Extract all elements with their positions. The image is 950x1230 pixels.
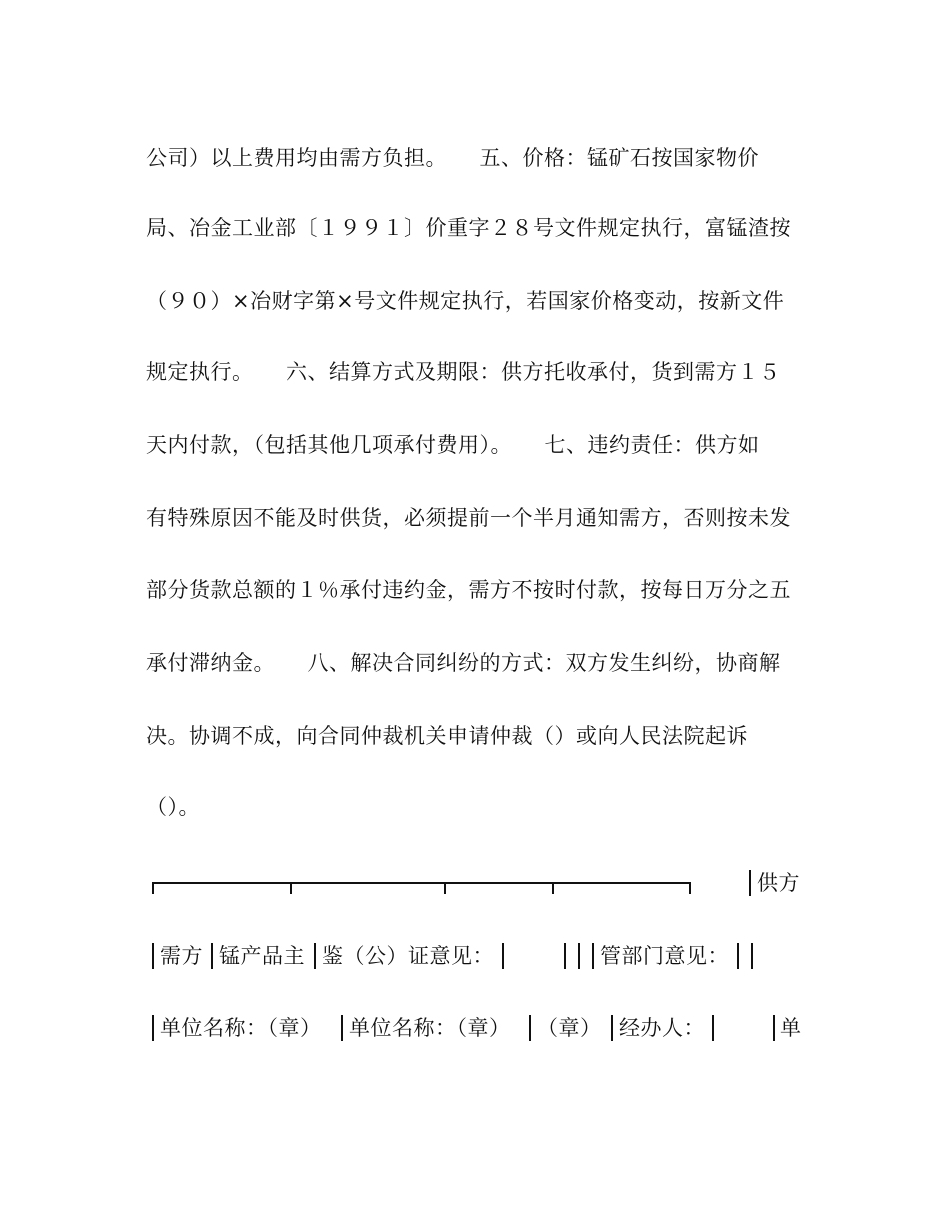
table-tick bbox=[152, 882, 154, 894]
table-divider bbox=[211, 943, 213, 969]
unit-name-2-label: 单位名称：（章） bbox=[349, 1016, 511, 1040]
table-divider bbox=[578, 943, 580, 969]
table-divider bbox=[611, 1015, 613, 1041]
body-line-9: 决。协调不成，向合同仲裁机关申请仲裁（）或向人民法院起诉 bbox=[146, 724, 748, 748]
unit-name-1-label: 单位名称：（章） bbox=[160, 1016, 322, 1040]
table-tick bbox=[444, 882, 446, 894]
body-line-2: 局、冶金工业部〔１９９１〕价重字２８号文件规定执行，富锰渣按 bbox=[146, 216, 791, 240]
table-divider bbox=[314, 943, 316, 969]
body-line-1: 公司）以上费用均由需方负担。 五、价格：锰矿石按国家物价 bbox=[146, 146, 759, 170]
table-divider bbox=[502, 943, 504, 969]
notary-opinion-label: 鉴（公）证意见： bbox=[322, 944, 494, 968]
table-divider bbox=[773, 1015, 775, 1041]
handler-label: 经办人： bbox=[619, 1016, 705, 1040]
table-divider bbox=[564, 943, 566, 969]
body-line-3: （９０）×冶财字第×号文件规定执行，若国家价格变动，按新文件 bbox=[146, 289, 785, 313]
table-divider bbox=[341, 1015, 343, 1041]
dept-opinion-label: 管部门意见： bbox=[600, 944, 729, 968]
seal-label: （章） bbox=[537, 1016, 602, 1040]
table-top-border bbox=[152, 882, 690, 884]
table-divider bbox=[749, 870, 751, 896]
table-divider bbox=[529, 1015, 531, 1041]
table-divider bbox=[592, 943, 594, 969]
table-divider bbox=[737, 943, 739, 969]
table-tick bbox=[290, 882, 292, 894]
table-tick bbox=[689, 882, 691, 894]
body-line-6: 有特殊原因不能及时供货，必须提前一个半月通知需方，否则按未发 bbox=[146, 506, 791, 530]
buyer-label: 需方 bbox=[160, 944, 203, 968]
supplier-label: 供方 bbox=[757, 871, 800, 895]
body-line-4: 规定执行。 六、结算方式及期限：供方托收承付，货到需方１５ bbox=[146, 360, 781, 384]
body-line-10: （）。 bbox=[146, 795, 200, 819]
table-tick bbox=[552, 882, 554, 894]
body-line-7: 部分货款总额的１％承付违约金，需方不按时付款，按每日万分之五 bbox=[146, 578, 791, 602]
unit-fragment-label: 单 bbox=[780, 1016, 802, 1040]
table-divider bbox=[152, 943, 154, 969]
body-line-8: 承付滞纳金。 八、解决合同纠纷的方式：双方发生纠纷，协商解 bbox=[146, 651, 781, 675]
table-divider bbox=[751, 943, 753, 969]
manganese-dept-label: 锰产品主 bbox=[219, 944, 305, 968]
table-divider bbox=[152, 1015, 154, 1041]
body-line-5: 天内付款，（包括其他几项承付费用）。 七、违约责任：供方如 bbox=[146, 433, 760, 457]
table-divider bbox=[712, 1015, 714, 1041]
